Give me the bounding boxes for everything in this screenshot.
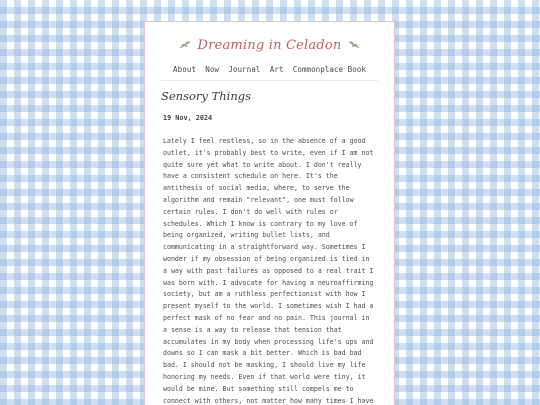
- post-body-line: was born with. I advocate for having a neuroaffirming: [163, 278, 374, 287]
- post-date: 19 Nov, 2024: [163, 114, 213, 122]
- main-nav: [145, 65, 394, 74]
- post-body-line: would be mine. But something still compels me to: [163, 384, 354, 393]
- post-body-line: present myself to the world. I sometimes wish I had a: [163, 302, 374, 311]
- post-body-line: certain rules. I don't do well with rules or: [163, 207, 338, 216]
- post-body-line: being organized, writing bullet lists, and: [163, 231, 330, 240]
- post-body-line: algorithm and remain "relevant", one must follow: [163, 195, 354, 204]
- post-body-line: accumulates in my body when processing life's ups and: [163, 337, 374, 346]
- post-body-line: connect with others, not matter how many times I have: [163, 396, 374, 405]
- post-body-line: antithesis of social media, where, to serve the: [163, 184, 350, 193]
- post-body-line: downs so I can mask a bit better. Which is bad bad: [163, 349, 362, 358]
- nav-link-journal[interactable]: Journal: [228, 65, 261, 74]
- post-body-line: perfect mask of no fear and no pain. This journal in: [163, 313, 370, 322]
- site-title[interactable]: Dreaming in Celadon: [197, 37, 342, 53]
- post-body-line: Lately I feel restless, so in the absence of a good: [163, 137, 366, 145]
- leaf-sprig-icon: [348, 40, 360, 50]
- post-body-line: schedules. Which I know is contrary to my love of: [163, 219, 358, 228]
- nav-link-now[interactable]: Now: [205, 65, 219, 74]
- post-body-line: wonder if my obsession of being organized is tied in: [163, 254, 370, 263]
- post-body: [163, 136, 383, 405]
- post-body-line: society, but am a ruthless perfectionist with how I: [163, 290, 366, 299]
- post-body-line: a way with past failures as opposed to a real trait I: [163, 266, 374, 275]
- nav-divider: [161, 80, 378, 81]
- content-panel: [144, 21, 395, 405]
- post-body-line: outlet, it's probably best to write, even if I am not: [163, 148, 374, 157]
- post-body-line: have a consistent schedule on here. It's the: [163, 172, 338, 181]
- post-body-line: quite sure yet what to write about. I don't really: [163, 160, 362, 169]
- post-body-line: a sense is a way to release that tension that: [163, 325, 342, 334]
- post-body-line: bad. I should not be masking, I should live my life: [163, 361, 366, 370]
- leaf-sprig-icon: [179, 40, 191, 50]
- site-header: [145, 36, 394, 54]
- post-body-line: honoring my needs. Even if that world were tiny, it: [163, 372, 366, 381]
- nav-link-art[interactable]: Art: [269, 65, 284, 74]
- nav-link-commonplace-book[interactable]: Commonplace Book: [292, 65, 366, 74]
- nav-link-about[interactable]: About: [173, 65, 196, 74]
- post-title: Sensory Things: [161, 89, 251, 103]
- post-body-line: communicating in a straightforward way. Sometimes I: [163, 243, 366, 252]
